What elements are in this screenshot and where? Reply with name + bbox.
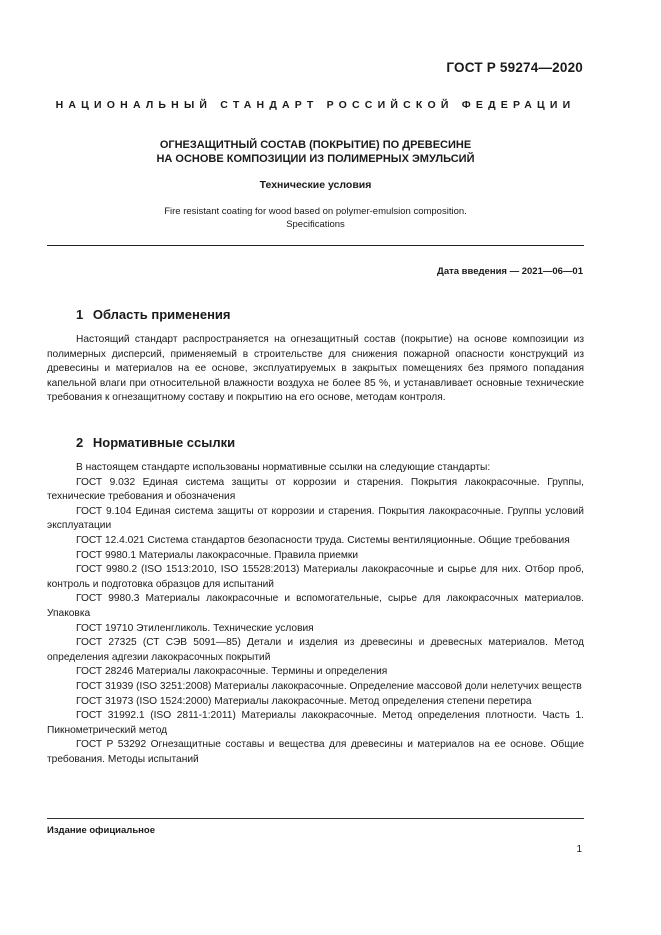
reference-item: ГОСТ 31992.1 (ISO 2811-1:2011) Материалы лакокрасочные. Метод определения плотности. Часть 1. Пикнометрический метод <box>47 710 584 736</box>
document-subtitle: Технические условия <box>259 179 372 191</box>
reference-item: ГОСТ 27325 (СТ СЭВ 5091—85) Детали и изделия из древесины и древесных материалов. Метод определения адгезии лакокрасочных покрытий <box>47 637 584 663</box>
section-1-heading <box>76 307 231 322</box>
reference-item: ГОСТ Р 53292 Огнезащитные составы и вещества для древесины и материалов на ее основе. Общие требования. Методы испытаний <box>47 739 584 765</box>
title-divider <box>47 245 584 246</box>
reference-item: ГОСТ 12.4.021 Система стандартов безопасности труда. Системы вентиляционные. Общие требования <box>76 534 570 546</box>
reference-item: ГОСТ 9.032 Единая система защиты от коррозии и старения. Покрытия лакокрасочные. Группы, технические требования и обозначения <box>47 476 584 503</box>
effective-date: Дата введения — 2021—06—01 <box>437 266 583 277</box>
footer-divider <box>47 818 584 819</box>
section-2-title: Нормативные ссылки <box>92 435 236 450</box>
official-edition-note: Издание официальное <box>47 825 155 836</box>
section-1-paragraph: Настоящий стандарт распространяется на огнезащитный состав (покрытие) на основе композиции из полимерных дисперсий, применяемый в строительстве для снижения пожарной опасности конструкций из древесины и материалов на ее основе, эксплуатируемых в закрытых помещениях без прямого попадания капельной влаги при относительной влажности воздуха не более 85 %, и устанавливает основные технические требования к огнезащитному составу и покрытию на его основе, методам контроля. <box>47 334 584 404</box>
reference-item: ГОСТ 31939 (ISO 3251:2008) Материалы лакокрасочные. Определение массовой доли нелетучих веществ <box>76 680 582 692</box>
english-title <box>47 206 584 231</box>
standard-code: ГОСТ Р 59274—2020 <box>446 60 583 75</box>
reference-item: ГОСТ 28246 Материалы лакокрасочные. Термины и определения <box>76 666 388 678</box>
section-2-intro: В настоящем стандарте использованы нормативные ссылки на следующие стандарты: <box>76 462 491 473</box>
reference-item: ГОСТ 31973 (ISO 1524:2000) Материалы лакокрасочные. Метод определения степени перетира <box>76 695 532 707</box>
reference-item: ГОСТ 9980.1 Материалы лакокрасочные. Правила приемки <box>76 549 359 561</box>
title-line-1: ОГНЕЗАЩИТНЫЙ СОСТАВ (ПОКРЫТИЕ) ПО ДРЕВЕСИНЕ <box>159 139 472 151</box>
national-standard-banner: НАЦИОНАЛЬНЫЙ СТАНДАРТ РОССИЙСКОЙ ФЕДЕРАЦИИ <box>55 99 576 111</box>
section-2-heading <box>76 435 235 450</box>
document-title <box>47 139 584 166</box>
reference-item: ГОСТ 9980.2 (ISO 1513:2010, ISO 15528:2013) Материалы лакокрасочные и сырье для них. Отбор проб, контроль и подготовка образцов для испытаний <box>47 564 584 590</box>
title-line-2: НА ОСНОВЕ КОМПОЗИЦИИ ИЗ ПОЛИМЕРНЫХ ЭМУЛЬСИЙ <box>156 152 475 165</box>
section-2-number: 2 <box>76 435 84 450</box>
english-title-line-1: Fire resistant coating for wood based on polymer-emulsion composition. <box>164 206 467 217</box>
reference-item: ГОСТ 19710 Этиленгликоль. Технические условия <box>76 622 314 634</box>
reference-item: ГОСТ 9980.3 Материалы лакокрасочные и вспомогательные, сырье для лакокрасочных материалов. Упаковка <box>47 593 584 619</box>
reference-item: ГОСТ 9.104 Единая система защиты от коррозии и старения. Покрытия лакокрасочные. Группы условий эксплуатации <box>47 505 584 532</box>
section-1-body <box>47 333 584 406</box>
section-2-body <box>47 461 584 767</box>
section-1-title: Область применения <box>92 307 231 322</box>
section-1-number: 1 <box>76 307 84 322</box>
english-title-line-2: Specifications <box>286 218 345 230</box>
page-number: 1 <box>576 844 582 855</box>
